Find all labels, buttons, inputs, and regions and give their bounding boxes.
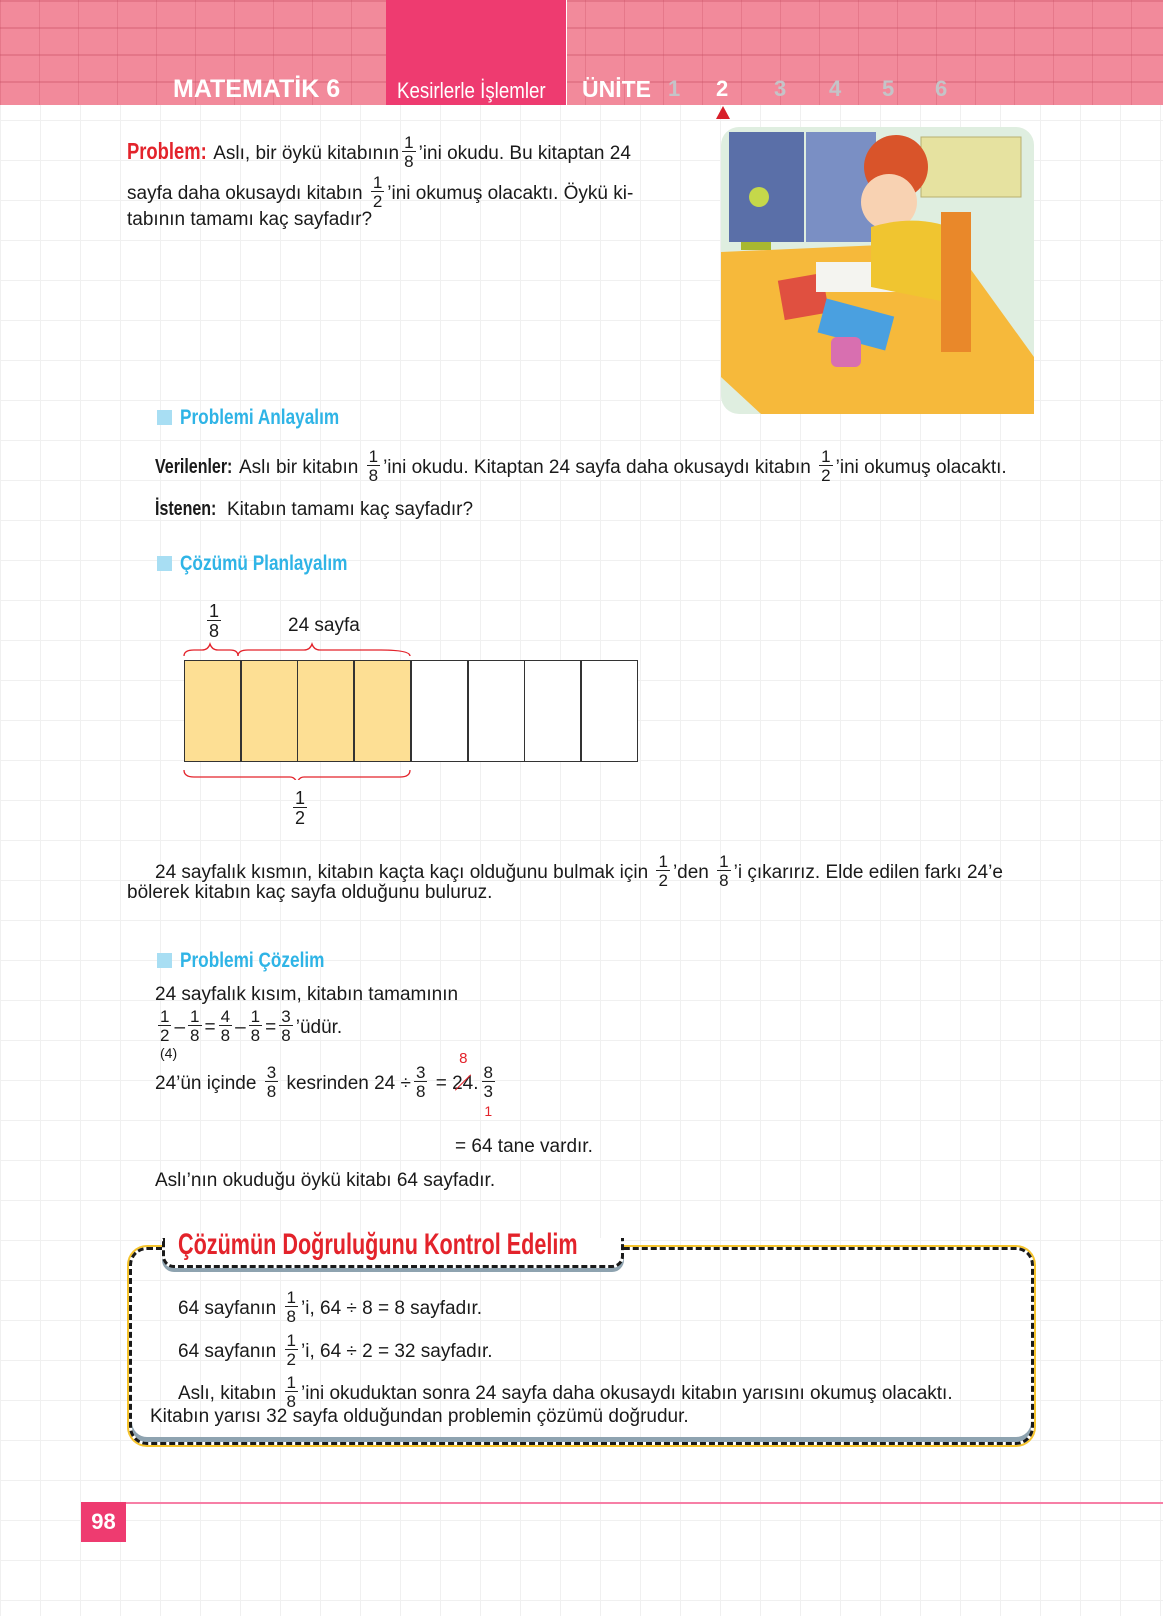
unit-1[interactable]: 1 <box>668 76 681 101</box>
unit-4[interactable]: 4 <box>829 76 842 101</box>
asked-line <box>155 499 473 519</box>
conclusion-line: Aslı’nın okuduğu öykü kitabı 64 sayfadır. <box>155 1170 496 1191</box>
section-bullet-icon <box>157 410 172 425</box>
girl-reading-illustration <box>721 127 1034 414</box>
check-line-3: Aslı, kitabın $\frac{1}{8}$ ’ini okuduktan sonra 24 sayfa daha okusaydı kitabın yarısını okumuş olacaktı. <box>178 1373 953 1411</box>
problem-line-1 <box>127 133 631 172</box>
problem-label: Problem: <box>127 138 207 165</box>
unit-6[interactable]: 6 <box>935 76 948 101</box>
fraction: $\frac{1}{2}$ <box>821 447 831 485</box>
page-number: 98 <box>81 1502 126 1542</box>
fraction: $\frac{1}{8}$ <box>719 852 729 890</box>
check-line-1: 64 sayfanın $\frac{1}{8}$ ’i, 64 ÷ 8 = 8 sayfadır. <box>178 1288 483 1326</box>
text: ’ini okudu. Kitaptan 24 sayfa daha okusaydı kitabın <box>383 457 811 479</box>
text: ’ini okumuş olacaktı. <box>835 457 1007 479</box>
unit-3[interactable]: 3 <box>774 76 787 101</box>
text: ’i çıkarırız. Elde edilen farkı 24’e <box>733 862 1003 884</box>
bar-cell-shaded <box>241 660 298 762</box>
section-title-solve: Problemi Çözelim <box>180 949 325 972</box>
text: Kitabın tamamı kaç sayfadır? <box>227 499 474 520</box>
given-line <box>155 447 1007 486</box>
fraction: $\frac{1}{2}$ <box>658 852 668 890</box>
footer-rule <box>81 1502 1163 1504</box>
division-equation: 24’ün içinde $\frac{3}{8}$ kesrinden 24 ÷ $\frac{3}{8}$ = 24 8 . 8 3 1 <box>155 1050 493 1119</box>
section-title-understand: Problemi Anlayalım <box>180 406 340 429</box>
section-bullet-icon <box>157 953 172 968</box>
solve-line-1: 24 sayfalık kısım, kitabın tamamının <box>155 984 459 1005</box>
check-line-4: Kitabın yarısı 32 sayfa olduğundan problemin çözümü doğrudur. <box>150 1406 689 1427</box>
check-title: Çözümün Doğruluğunu Kontrol Edelim <box>178 1228 578 1261</box>
bar-cell-empty <box>468 660 525 762</box>
brace-one-half <box>184 770 410 780</box>
unit-5[interactable]: 5 <box>882 76 895 101</box>
text: sayfa daha okusaydı kitabın <box>127 183 363 205</box>
text: ’den <box>672 862 709 884</box>
pages-label: 24 sayfa <box>288 615 360 636</box>
given-label: Verilenler: <box>155 456 233 479</box>
text: 24 sayfalık kısmın, kitabın kaçta kaçı olduğunu bulmak için <box>155 862 649 884</box>
top-fraction-label: $\frac{1}{8}$ <box>209 601 220 641</box>
check-line-2: 64 sayfanın $\frac{1}{2}$ ’i, 64 ÷ 2 = 32 sayfadır. <box>178 1331 493 1369</box>
result-line: = 64 tane vardır. <box>455 1136 593 1157</box>
unit-label: ÜNİTE <box>582 76 651 102</box>
text: Aslı, bir öykü kitabının <box>213 143 400 165</box>
fraction: $\frac{1}{2}$ <box>372 173 383 211</box>
bar-cell-empty <box>581 660 638 762</box>
active-unit-marker-icon <box>716 106 730 119</box>
bar-cell-shaded <box>184 660 241 762</box>
text: ’ini okumuş olacaktı. Öykü ki- <box>387 183 634 205</box>
section-bullet-icon <box>157 556 172 571</box>
fraction: $\frac{1}{8}$ <box>404 133 414 171</box>
asked-label: İstenen: <box>155 498 217 520</box>
bar-cell-shaded <box>354 660 411 762</box>
bar-cell-empty <box>411 660 468 762</box>
brace-one-eighth <box>184 644 238 656</box>
bar-cell-empty <box>524 660 581 762</box>
bar-cell-shaded <box>297 660 354 762</box>
problem-line-2 <box>127 173 634 212</box>
problem-line-3: tabının tamamı kaç sayfadır? <box>127 209 373 230</box>
text: ’ini okudu. Bu kitaptan 24 <box>418 143 631 165</box>
text: Aslı bir kitabın <box>239 457 359 479</box>
expansion-note: (4) <box>160 1045 178 1061</box>
book-title: MATEMATİK 6 <box>173 75 341 103</box>
fraction: $\frac{1}{8}$ <box>368 447 379 485</box>
subtraction-equation: $\frac{1}{2}$ – $\frac{1}{8}$ = $\frac{4}{8}$ – $\frac{1}{8}$ = $\frac{3}{8}$ ’üdür. <box>160 1007 343 1045</box>
plan-paragraph-line-2: bölerek kitabın kaç sayfa olduğunu buluruz. <box>127 882 493 903</box>
brace-24-pages <box>238 644 410 656</box>
cancelled-24: 24 8 <box>452 1050 474 1095</box>
unit-2-active[interactable]: 2 <box>716 76 729 101</box>
section-title-plan: Çözümü Planlayalım <box>180 552 348 575</box>
bottom-fraction-label: $\frac{1}{2}$ <box>295 788 306 828</box>
topic-title: Kesirlerle İşlemler <box>397 78 546 103</box>
